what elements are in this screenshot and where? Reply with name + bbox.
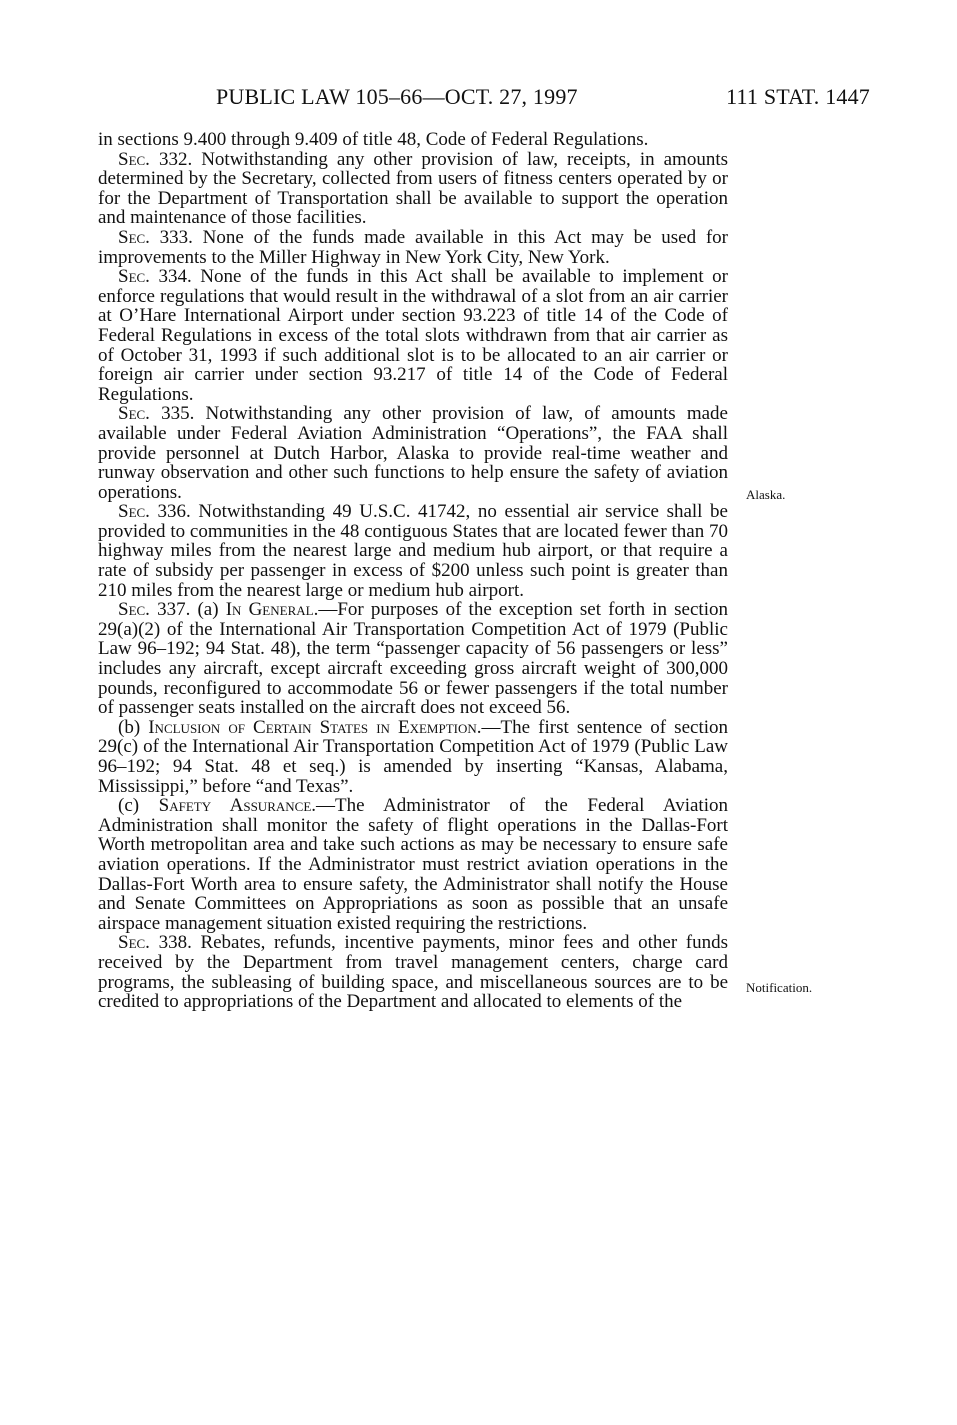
body-text [98,130,728,1012]
section-label: Sec. [118,403,150,425]
running-header [98,84,870,114]
section-label: Sec. [118,148,150,170]
paragraph-continuation: in sections 9.400 through 9.409 of title 48, Code of Federal Regulations. [98,129,649,150]
section-337-b: (b) Inclusion of Certain States in Exemption.—The first sentence of section 29(c) of the International Air Transportation Competition Act of 1979 (Public Law 96–192; 94 Stat. 48 et seq.) is amended by inserting “Kansas, Alabama, Mississippi,” before “and Texas”. [98,716,729,797]
section-337-a: Sec. 337. (a) In General.—For purposes of the exception set forth in section 29(a)(2) of the International Air Transportation Competition Act of 1979 (Public Law 96–192; 94 Stat. 48), the term “passenger capacity of 56 passengers or less” includes any aircraft, except aircraft exceeding gross aircraft weight of 300,000 pounds, reconfigured to accommodate 56 or fewer passengers if the total number of passenger seats installed on the aircraft does not exceed 56. [98,599,728,719]
margin-note-alaska: Alaska. [746,487,786,502]
section-label: Sec. [118,266,150,288]
section-338: Sec. 338. Rebates, refunds, incentive payments, minor fees and other funds received by the Department from travel management centers, charge card programs, the subleasing of building space, and miscellaneous sources are to be credited to appropriations of the Department and allocated to elements of the [98,932,728,1013]
section-label: Sec. [118,501,150,523]
subsection-heading: In General [225,599,314,621]
subsection-heading: Inclusion of Certain States in Exemption [148,716,477,738]
subsection-heading: Safety Assurance [158,795,312,817]
margin-note-notification: Notification. [746,980,813,995]
header-statute-page: 111 STAT. 1447 [726,84,870,109]
section-label: Sec. [118,932,150,954]
section-label: Sec. [118,599,150,621]
section-336: Sec. 336. Notwithstanding 49 U.S.C. 41742, no essential air service shall be provided to communities in the 48 contiguous States that are located fewer than 70 highway miles from the nearest large and medium hub airport, or that require a rate of subsidy per passenger in excess of $200 unless such point is greater than 210 miles from the nearest large or medium hub airport. [98,501,728,601]
section-337-c: (c) Safety Assurance.—The Administrator of the Federal Aviation Administration shall monitor the safety of flight operations in the Dallas-Fort Worth metropolitan area and take such actions as may be necessary to ensure safe aviation operations. If the Administrator must restrict aviation operations in the Dallas-Fort Worth area to ensure safety, the Administrator shall notify the House and Senate Committees on Appropriations as soon as possible that an unsafe airspace management situation existed requiring the restrictions. [98,795,728,934]
section-333: Sec. 333. None of the funds made available in this Act may be used for improvements to the Miller Highway in New York City, New York. [98,226,728,268]
section-label: Sec. [118,226,150,248]
section-334: Sec. 334. None of the funds in this Act shall be available to implement or enforce regulations that would result in the withdrawal of a slot from an air carrier at O’Hare International Airport under section 93.223 of title 14 of the Code of Federal Regulations in excess of the total slots withdrawn from that air carrier as of October 31, 1993 if such additional slot is to be allocated to an air carrier or foreign air carrier under section 93.217 of title 14 of the Code of Federal Regulations. [98,266,728,405]
header-title: PUBLIC LAW 105–66—OCT. 27, 1997 [216,84,578,109]
section-332: Sec. 332. Notwithstanding any other provision of law, receipts, in amounts determined by the Secretary, collected from users of fitness centers operated by or for the Department of Transportation shall be available to support the operation and maintenance of those facilities. [98,148,728,229]
section-335: Sec. 335. Notwithstanding any other provision of law, of amounts made available under Federal Aviation Administration “Operations”, the FAA shall provide personnel at Dutch Harbor, Alaska to provide real-time weather and runway observation and other such functions to help ensure the safety of aviation operations. [98,403,728,503]
